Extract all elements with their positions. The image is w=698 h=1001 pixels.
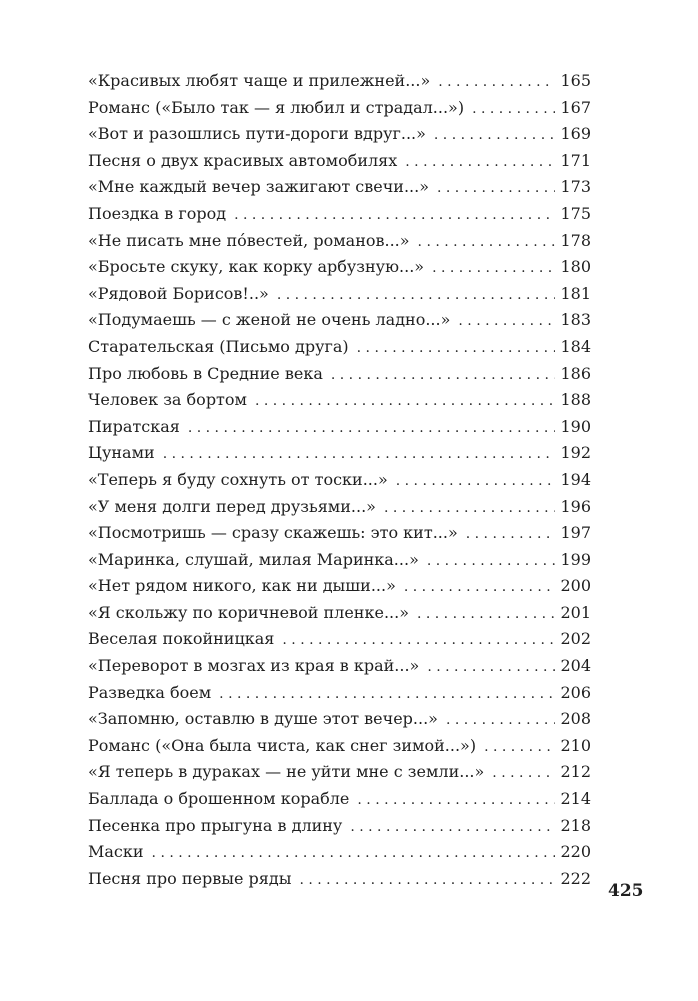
toc-entry-page: 175: [560, 203, 591, 223]
toc-entry: [88, 414, 591, 441]
toc-entry: [88, 547, 591, 574]
dot-leader: [418, 229, 555, 256]
toc-entry: [88, 307, 591, 334]
toc-entry: [88, 361, 591, 388]
toc-entry-page: 183: [560, 310, 591, 330]
dot-leader: [427, 654, 555, 681]
toc-entry-title: Песенка про прыгуна в длину: [88, 815, 343, 835]
toc-entry-title: «Я скольжу по коричневой пленке...»: [88, 602, 409, 622]
toc-entry: [88, 733, 591, 760]
dot-leader: [277, 282, 555, 309]
toc-entry: [88, 121, 591, 148]
toc-entry-page: 194: [560, 469, 591, 489]
toc-entry: [88, 281, 591, 308]
dot-leader: [219, 681, 555, 708]
toc-entry: [88, 201, 591, 228]
dot-leader: [437, 175, 555, 202]
toc-entry-title: «Маринка, слушай, милая Маринка...»: [88, 549, 419, 569]
dot-leader: [234, 202, 555, 229]
toc-entry-title: «Не писать мне по́вестей, романов...»: [88, 230, 410, 250]
dot-leader: [384, 495, 555, 522]
dot-leader: [404, 574, 555, 601]
toc-entry-title: «Подумаешь — с женой не очень ладно...»: [88, 310, 451, 330]
page-number: 425: [608, 881, 644, 901]
toc-entry-title: Человек за бортом: [88, 390, 247, 410]
toc-entry-page: 190: [560, 416, 591, 436]
toc-entry: [88, 334, 591, 361]
table-of-contents: [88, 68, 591, 892]
toc-entry-page: 202: [560, 629, 591, 649]
toc-entry-page: 188: [560, 390, 591, 410]
toc-entry: [88, 440, 591, 467]
toc-entry-title: Баллада о брошенном корабле: [88, 789, 350, 809]
toc-entry-page: 199: [560, 549, 591, 569]
toc-entry-title: «Посмотришь — сразу скажешь: это кит...»: [88, 523, 458, 543]
toc-entry: [88, 467, 591, 494]
toc-entry-title: Песня про первые ряды: [88, 868, 292, 888]
dot-leader: [472, 96, 555, 123]
dot-leader: [405, 149, 555, 176]
dot-leader: [458, 308, 555, 335]
dot-leader: [446, 707, 555, 734]
toc-entry-title: «Нет рядом никого, как ни дыши...»: [88, 576, 396, 596]
toc-entry-page: 192: [560, 443, 591, 463]
toc-entry-page: 206: [560, 682, 591, 702]
toc-entry-title: Про любовь в Средние века: [88, 363, 323, 383]
toc-entry-page: 200: [560, 576, 591, 596]
dot-leader: [417, 601, 555, 628]
toc-entry-page: 201: [560, 602, 591, 622]
toc-entry-title: «Запомню, оставлю в душе этот вечер...»: [88, 709, 438, 729]
dot-leader: [350, 814, 555, 841]
toc-entry-title: Разведка боем: [88, 682, 212, 702]
dot-leader: [357, 787, 555, 814]
toc-entry-page: 171: [560, 150, 591, 170]
dot-leader: [152, 840, 555, 867]
dot-leader: [282, 627, 555, 654]
toc-entry: [88, 626, 591, 653]
toc-entry-title: «Красивых любят чаще и прилежней...»: [88, 71, 431, 90]
toc-entry-page: 169: [560, 124, 591, 144]
toc-entry: [88, 520, 591, 547]
toc-entry-page: 180: [560, 257, 591, 277]
toc-entry: [88, 653, 591, 680]
toc-entry: [88, 174, 591, 201]
toc-entry-title: Песня о двух красивых автомобилях: [88, 150, 398, 170]
toc-entry: [88, 839, 591, 866]
toc-entry-title: Веселая покойницкая: [88, 629, 275, 649]
toc-entry-page: 208: [560, 709, 591, 729]
toc-entry-title: «Бросьте скуку, как корку арбузную...»: [88, 257, 425, 277]
toc-entry-page: 218: [560, 815, 591, 835]
toc-entry: [88, 866, 591, 893]
toc-entry-page: 220: [560, 842, 591, 862]
toc-entry: [88, 228, 591, 255]
toc-entry-title: Цунами: [88, 443, 155, 463]
dot-leader: [299, 867, 555, 894]
toc-entry: [88, 786, 591, 813]
toc-entry-page: 167: [560, 97, 591, 117]
toc-entry-title: Старательская (Письмо друга): [88, 336, 349, 356]
toc-entry-page: 173: [560, 177, 591, 197]
toc-entry: [88, 254, 591, 281]
dot-leader: [438, 69, 555, 96]
toc-entry-page: 184: [560, 336, 591, 356]
toc-entry-page: 210: [560, 735, 591, 755]
dot-leader: [466, 521, 555, 548]
toc-entry-page: 222: [560, 868, 591, 888]
toc-entry: [88, 95, 591, 122]
toc-entry-title: «Переворот в мозгах из края в край...»: [88, 656, 420, 676]
toc-entry-page: 196: [560, 496, 591, 516]
toc-entry-page: 204: [560, 656, 591, 676]
dot-leader: [484, 734, 555, 761]
dot-leader: [396, 468, 555, 495]
toc-entry-page: 212: [560, 762, 591, 782]
dot-leader: [255, 388, 555, 415]
toc-entry: [88, 600, 591, 627]
toc-entry-page: 165: [560, 71, 591, 90]
toc-entry: [88, 387, 591, 414]
toc-entry-title: «Рядовой Борисов!..»: [88, 283, 269, 303]
toc-entry-title: «У меня долги перед друзьями...»: [88, 496, 376, 516]
dot-leader: [188, 415, 555, 442]
toc-entry-title: Маски: [88, 842, 144, 862]
toc-entry-title: Пиратская: [88, 416, 180, 436]
toc-entry: [88, 573, 591, 600]
toc-entry: [88, 148, 591, 175]
toc-entry-page: 181: [560, 283, 591, 303]
toc-entry-title: «Я теперь в дураках — не уйти мне с земли...»: [88, 762, 485, 782]
toc-entry-page: 186: [560, 363, 591, 383]
toc-entry: [88, 680, 591, 707]
dot-leader: [434, 122, 555, 149]
toc-entry-title: Романс («Было так — я любил и страдал...»): [88, 97, 465, 117]
dot-leader: [427, 548, 555, 575]
toc-entry: [88, 813, 591, 840]
dot-leader: [163, 441, 555, 468]
toc-entry-title: Поездка в город: [88, 203, 227, 223]
toc-entry: [88, 68, 591, 95]
dot-leader: [492, 760, 555, 787]
toc-entry-title: «Мне каждый вечер зажигают свечи...»: [88, 177, 429, 197]
toc-entry-title: «Вот и разошлись пути-дороги вдруг...»: [88, 124, 426, 144]
dot-leader: [432, 255, 555, 282]
toc-entry: [88, 706, 591, 733]
toc-entry: [88, 759, 591, 786]
toc-entry-title: «Теперь я буду сохнуть от тоски...»: [88, 469, 388, 489]
toc-entry: [88, 494, 591, 521]
toc-entry-title: Романс («Она была чиста, как снег зимой...»): [88, 735, 477, 755]
dot-leader: [331, 362, 555, 389]
dot-leader: [357, 335, 555, 362]
toc-entry-page: 197: [560, 523, 591, 543]
toc-entry-page: 214: [560, 789, 591, 809]
toc-entry-page: 178: [560, 230, 591, 250]
